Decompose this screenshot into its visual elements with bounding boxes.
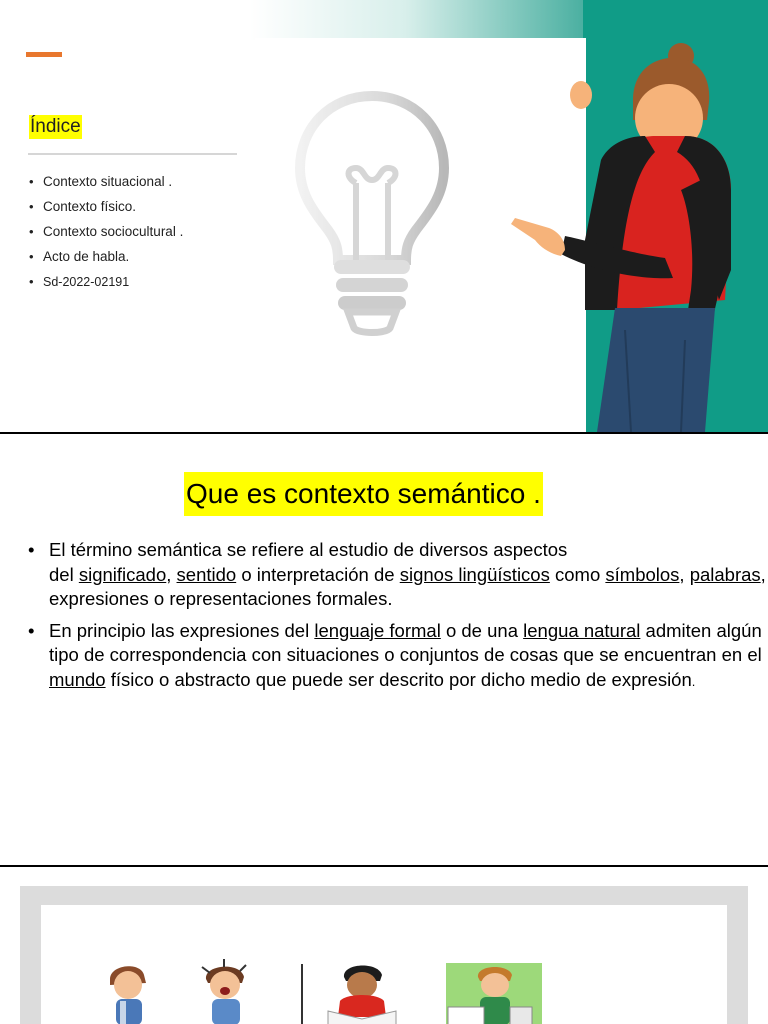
slide-semantic-context bbox=[0, 434, 768, 865]
text: del bbox=[49, 563, 79, 585]
text: El término semántica se refiere al estudio de diversos aspectos bbox=[49, 539, 568, 560]
index-item: • Contexto situacional . bbox=[28, 172, 183, 197]
slide-title: Que es contexto semántico . bbox=[184, 472, 543, 516]
text: , bbox=[166, 563, 177, 585]
link-palabras[interactable]: palabras bbox=[689, 563, 761, 585]
definition-list bbox=[27, 538, 767, 701]
index-title: Índice bbox=[30, 116, 81, 137]
text: En principio las expresiones del bbox=[49, 619, 315, 641]
child-sad-illustration bbox=[100, 961, 160, 1024]
text: o de una bbox=[440, 619, 524, 641]
lightbulb-icon bbox=[290, 88, 460, 338]
slide-index bbox=[0, 0, 768, 432]
link-signos-linguisticos[interactable]: signos lingüísticos bbox=[399, 563, 550, 585]
index-item: • Sd-2022-02191 bbox=[28, 272, 183, 297]
child-writing-illustration bbox=[322, 961, 402, 1024]
index-item: • Contexto físico. bbox=[28, 197, 183, 222]
text: , bbox=[679, 563, 690, 585]
index-list bbox=[28, 172, 183, 297]
index-item: • Contexto sociocultural . bbox=[28, 222, 183, 247]
index-item: • Acto de habla. bbox=[28, 247, 183, 272]
link-lengua-natural[interactable]: lengua natural bbox=[523, 619, 641, 641]
text: . bbox=[691, 673, 696, 689]
child-reading-illustration bbox=[444, 963, 544, 1024]
separator-line bbox=[301, 964, 303, 1024]
text: , expresiones o representaciones formales. bbox=[49, 563, 766, 609]
text: físico o abstracto que puede ser descrito por dicho medio de expresión bbox=[105, 668, 692, 690]
orange-accent-bar bbox=[26, 52, 62, 57]
text: o interpretación de bbox=[236, 563, 400, 585]
presenter-woman-illustration bbox=[505, 40, 768, 432]
index-divider bbox=[28, 153, 237, 155]
link-sentido[interactable]: sentido bbox=[176, 563, 237, 585]
link-lenguaje-formal[interactable]: lenguaje formal bbox=[314, 619, 441, 641]
link-significado[interactable]: significado bbox=[78, 563, 167, 585]
text: como bbox=[549, 563, 606, 585]
link-mundo[interactable]: mundo bbox=[49, 668, 106, 690]
definition-paragraph-1 bbox=[27, 538, 767, 612]
definition-paragraph-2 bbox=[27, 619, 767, 695]
slide-illustrations bbox=[0, 867, 768, 1024]
text: admiten algún tipo de correspondencia con situaciones o conjuntos de cosas que se encuentran en el bbox=[49, 619, 762, 665]
child-crying-illustration bbox=[196, 959, 256, 1024]
link-simbolos[interactable]: símbolos bbox=[605, 563, 680, 585]
